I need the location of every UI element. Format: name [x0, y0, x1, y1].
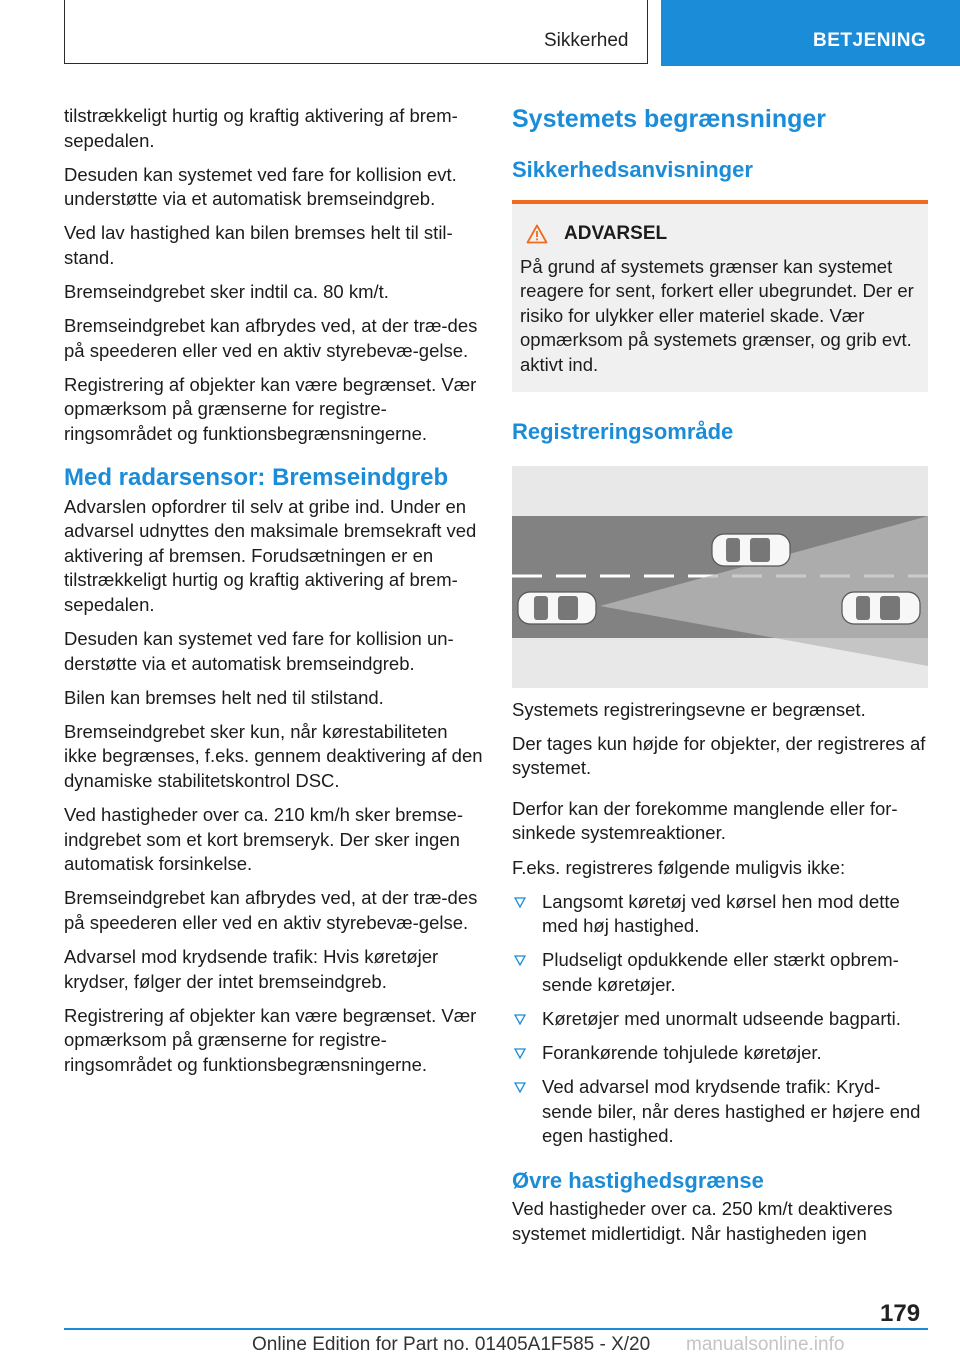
- heading-upper-speed-limit: Øvre hastighedsgrænse: [512, 1167, 764, 1193]
- ego-car-icon: [518, 592, 596, 624]
- paragraph: Advarslen opfordrer til selv at gribe ind. Under en advarsel udnyttes den maksimale bremsekraft ved aktivering af bremsen. Forudsætningen er en tilstrækkeligt hurtig og kraftig aktivering af brem-sepedalen.: [64, 495, 477, 615]
- footer-edition-text: Online Edition for Part no. 01405A1F585 - X/20: [252, 1334, 651, 1355]
- header-section-title: Sikkerhed: [544, 30, 629, 51]
- list-item: Ved advarsel mod krydsende trafik: Kryd-sende biler, når deres hastighed er højere end egen hastighed.: [512, 1075, 928, 1149]
- paragraph: Bilen kan bremses helt ned til stilstand.: [64, 686, 384, 708]
- left-column: [64, 104, 484, 1087]
- vehicle-same-lane-icon: [842, 592, 920, 624]
- triangle-bullet-icon: [514, 1048, 526, 1060]
- warning-box: [512, 200, 928, 392]
- paragraph: Desuden kan systemet ved fare for kollision evt. understøtte via et automatisk bremseindgreb.: [64, 163, 457, 210]
- limitations-list: [512, 890, 928, 1149]
- paragraph: Systemets registreringsevne er begrænset.: [512, 698, 866, 720]
- footer-divider: [64, 1328, 928, 1330]
- paragraph: Bremseindgrebet kan afbrydes ved, at der træ-des på speederen eller ved en aktiv styrebevæ-gelse.: [64, 315, 478, 361]
- paragraph: Registrering af objekter kan være begrænset. Vær opmærksom på grænserne for registre-ringsområdet og funktionsbegrænsningerne.: [64, 373, 477, 445]
- paragraph: Ved hastigheder over ca. 250 km/t deaktiveres systemet midlertidigt. Når hastigheden igen: [512, 1197, 893, 1244]
- triangle-bullet-icon: [514, 1082, 526, 1094]
- heading-system-limits: Systemets begrænsninger: [512, 105, 826, 133]
- list-item: Forankørende tohjulede køretøjer.: [512, 1041, 928, 1066]
- warning-text: På grund af systemets grænser kan systemet reagere for sent, forkert eller ubegrundet. Der er risiko for ulykker eller materiel skade. Vær opmærksom på systemets grænser, og grib evt. aktivt ind.: [520, 255, 914, 375]
- paragraph: Der tages kun højde for objekter, der registreres af systemet.: [512, 732, 926, 779]
- paragraph: Bremseindgrebet sker indtil ca. 80 km/t.: [64, 281, 389, 303]
- vehicle-ahead-icon: [712, 534, 790, 566]
- paragraph: Bremseindgrebet kan afbrydes ved, at der træ-des på speederen eller ved en aktiv styrebevæ-gelse.: [64, 887, 478, 934]
- triangle-bullet-icon: [514, 955, 526, 967]
- paragraph: tilstrækkeligt hurtig og kraftig aktivering af brem-sepedalen.: [64, 105, 458, 151]
- list-item: Pludseligt opdukkende eller stærkt opbrem-sende køretøjer.: [512, 948, 928, 997]
- paragraph: Advarsel mod krydsende trafik: Hvis køretøjer krydser, følger der intet bremseindgreb.: [64, 946, 439, 992]
- triangle-bullet-icon: [514, 1014, 526, 1026]
- paragraph: Registrering af objekter kan være begrænset. Vær opmærksom på grænserne for registre-ringsområdet og funktionsbegrænsningerne.: [64, 1004, 477, 1075]
- footer-watermark: manualsonline.info: [686, 1334, 845, 1355]
- paragraph: Bremseindgrebet sker kun, når kørestabiliteten ikke begrænses, f.eks. gennem deaktivering af den dynamiske stabilitetskontrol DSC.: [64, 720, 483, 792]
- triangle-bullet-icon: [514, 897, 526, 909]
- header-chapter-tab: BETJENING: [661, 0, 960, 66]
- heading-detection-area: Registreringsområde: [512, 418, 734, 444]
- page-number: 179: [880, 1300, 921, 1327]
- warning-title-text: ADVARSEL: [564, 223, 668, 244]
- paragraph: Ved lav hastighed kan bilen bremses helt til stil-stand.: [64, 222, 453, 268]
- paragraph: F.eks. registreres følgende muligvis ikke:: [512, 856, 846, 878]
- paragraph: Desuden kan systemet ved fare for kollision un-derstøtte via et automatisk bremseindgreb.: [64, 628, 454, 674]
- heading-safety-notes: Sikkerhedsanvisninger: [512, 157, 753, 182]
- right-column: [512, 104, 928, 1256]
- paragraph: Derfor kan der forekomme manglende eller for-sinkede systemreaktioner.: [512, 797, 898, 844]
- warning-title: [520, 222, 920, 247]
- section-heading-radar-brake: Med radarsensor: Bremseindgreb: [64, 463, 449, 491]
- list-item: Køretøjer med unormalt udseende bagparti.: [512, 1007, 928, 1032]
- warning-triangle-icon: [526, 224, 548, 244]
- paragraph: Ved hastigheder over ca. 210 km/h sker bremse-indgrebet som et kort bremseryk. Der sker ingen automatisk forsinkelse.: [64, 804, 463, 875]
- detection-area-illustration: [512, 466, 928, 688]
- list-item: Langsomt køretøj ved kørsel hen mod dette med høj hastighed.: [512, 890, 928, 939]
